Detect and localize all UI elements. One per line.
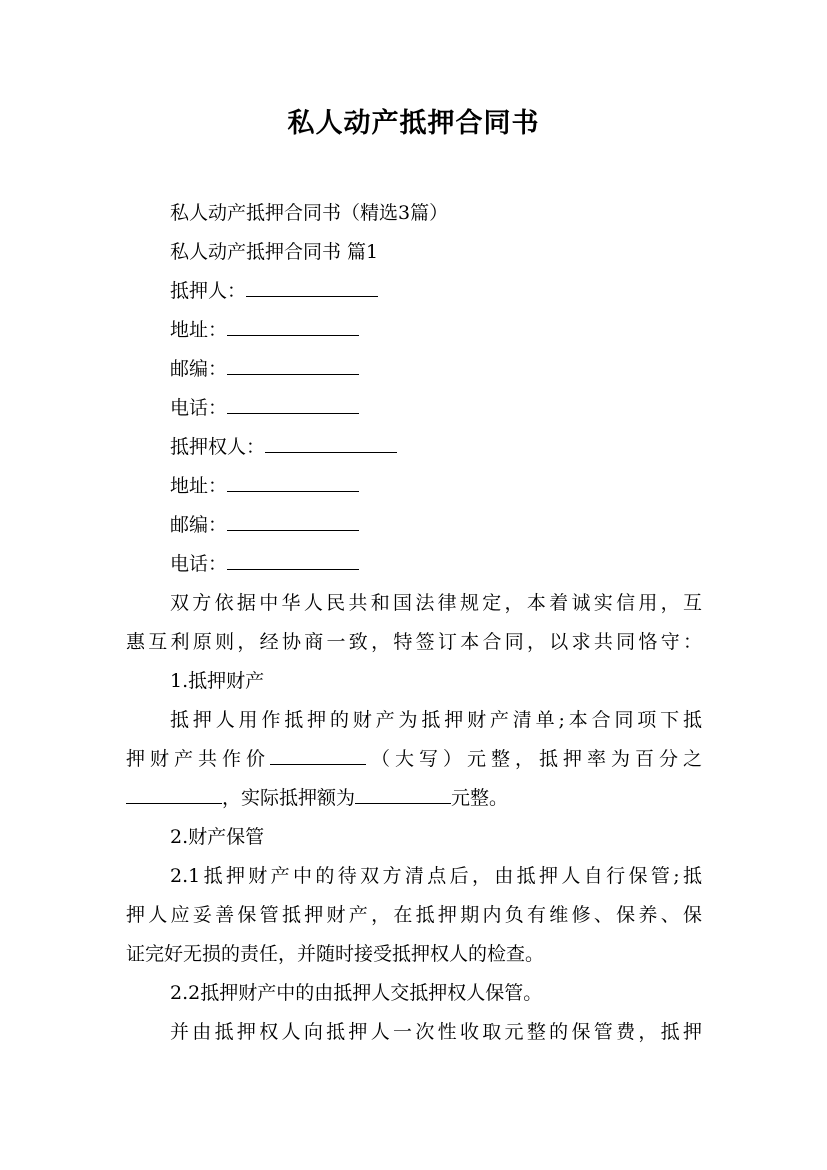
- mortgagor-phone-field: [126, 389, 702, 428]
- clause1-line-3-end: 元整。: [451, 787, 509, 809]
- intro-line-1: 双方依据中华人民共和国法律规定，本着诚实信用，互: [170, 592, 702, 614]
- mortgagee-field: [126, 428, 702, 467]
- mortgagee-address-field: [126, 467, 702, 506]
- clause2-1-line-3: 证完好无损的责任，并随时接受抵押权人的检查。: [126, 943, 545, 965]
- intro-line-2: 惠互利原则，经协商一致，特签订本合同，以求共同恪守：: [126, 631, 702, 653]
- document-title: 私人动产抵押合同书: [287, 108, 540, 139]
- mortgagee-address-blank[interactable]: [227, 467, 359, 492]
- clause2-1-line-2: 押人应妥善保管抵押财产，在抵押期内负有维修、保养、保: [126, 904, 702, 926]
- valuation-blank[interactable]: [270, 740, 366, 765]
- clause1-line-3: [126, 779, 702, 818]
- clause1-line-2-start: 押财产共作价: [126, 748, 270, 770]
- document-body: [126, 194, 702, 1052]
- mortgagor-field: [126, 272, 702, 311]
- clause1-line-2-end: （大写）元整，抵押率为百分之: [366, 748, 702, 770]
- mortgagor-label: 抵押人：: [170, 280, 247, 302]
- mortgagee-postcode-field: [126, 506, 702, 545]
- clause1-heading: 1.抵押财产: [170, 670, 265, 692]
- mortgagor-address-field: [126, 311, 702, 350]
- mortgagee-phone-field: [126, 545, 702, 584]
- mortgagee-address-label: 地址：: [170, 475, 228, 497]
- rate-blank[interactable]: [126, 779, 222, 804]
- amount-blank[interactable]: [355, 779, 451, 804]
- clause2-2-line-1: 2.2抵押财产中的由抵押人交抵押权人保管。: [170, 982, 543, 1004]
- mortgagor-address-label: 地址：: [170, 319, 228, 341]
- mortgagor-blank[interactable]: [246, 272, 378, 297]
- mortgagor-address-blank[interactable]: [227, 311, 359, 336]
- mortgagee-phone-label: 电话：: [170, 553, 228, 575]
- mortgagor-postcode-blank[interactable]: [227, 350, 359, 375]
- clause2-1-line-1: 2.1抵押财产中的待双方清点后，由抵押人自行保管;抵: [170, 865, 702, 887]
- mortgagee-phone-blank[interactable]: [227, 545, 359, 570]
- mortgagor-phone-label: 电话：: [170, 397, 228, 419]
- clause1-line-1: 抵押人用作抵押的财产为抵押财产清单;本合同项下抵: [170, 709, 702, 731]
- mortgagee-postcode-label: 邮编：: [170, 514, 228, 536]
- clause2-heading: 2.财产保管: [170, 826, 265, 848]
- mortgagor-phone-blank[interactable]: [227, 389, 359, 414]
- mortgagor-postcode-field: [126, 350, 702, 389]
- clause2-2-line-2: 并由抵押权人向抵押人一次性收取元整的保管费，抵押: [170, 1021, 702, 1043]
- mortgagor-postcode-label: 邮编：: [170, 358, 228, 380]
- section-heading: 私人动产抵押合同书 篇1: [170, 241, 379, 263]
- mortgagee-blank[interactable]: [265, 428, 397, 453]
- mortgagee-postcode-blank[interactable]: [227, 506, 359, 531]
- clause1-line-3-mid: ，实际抵押额为: [222, 787, 356, 809]
- mortgagee-label: 抵押权人：: [170, 436, 266, 458]
- clause1-line-2: [126, 740, 702, 779]
- subtitle: 私人动产抵押合同书（精选3篇）: [170, 202, 449, 224]
